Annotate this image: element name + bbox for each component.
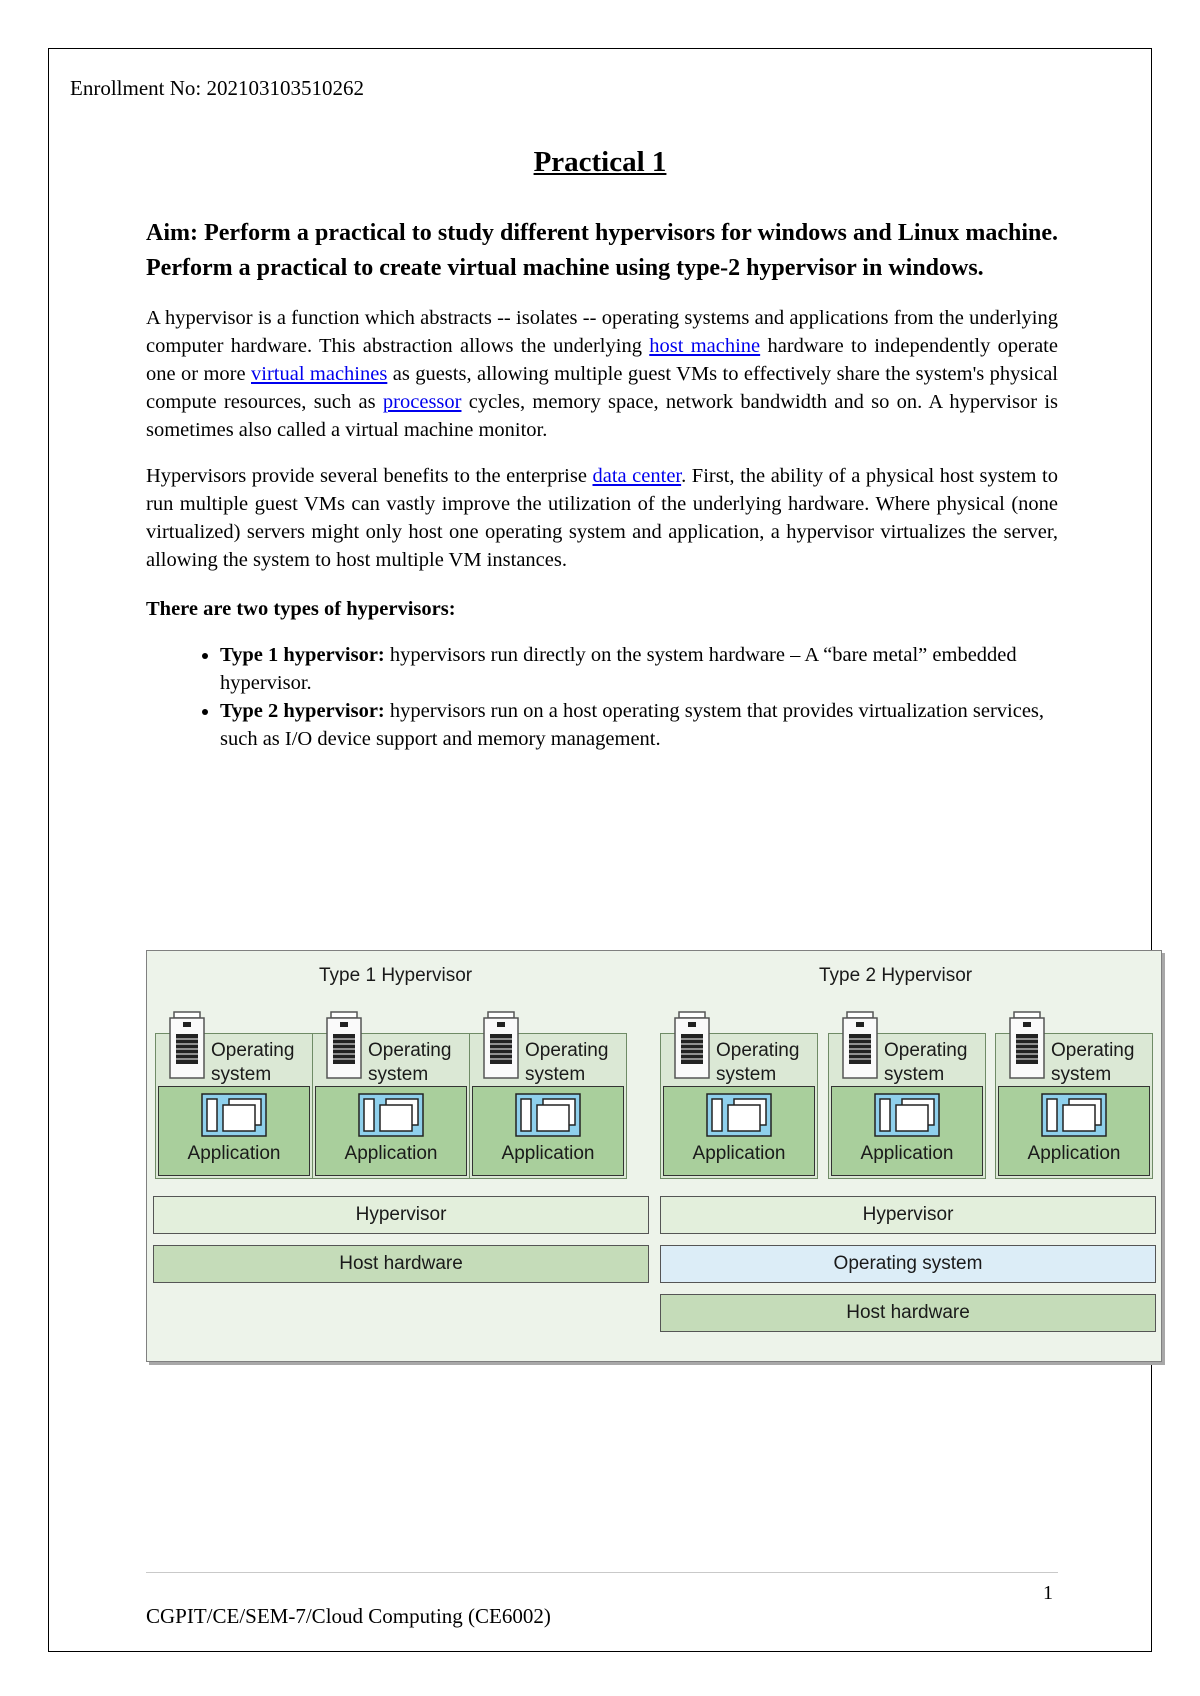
- main-content: [146, 216, 1058, 753]
- hypervisor-diagram: [146, 950, 1162, 1362]
- list-item: [220, 697, 1060, 753]
- type2-host-hardware-layer: Host hardware: [660, 1294, 1156, 1332]
- intro-text-4: cycles, memory space, network bandwidth and so on. A hypervisor is sometimes also called a virtual machine monitor.: [146, 391, 1058, 441]
- virtual-machines-link[interactable]: virtual machines: [251, 363, 388, 385]
- type1-title: Type 1 Hypervisor: [319, 965, 473, 986]
- os-label-line2: system: [368, 1064, 429, 1085]
- vm-block: [995, 1033, 1153, 1179]
- server-icon: [482, 1010, 520, 1080]
- footer-divider: [146, 1572, 1058, 1573]
- server-icon: [673, 1010, 711, 1080]
- intro-paragraph: [146, 304, 1058, 444]
- server-icon: [1008, 1010, 1046, 1080]
- benefits-text-2: . First, the ability of a physical host system to run multiple guest VMs can vastly improve the utilization of the underlying hardware. Where physical (none virtualized) servers might only host one operating system and application, a hypervisor virtualizes the server, allowing the system to host multiple VM instances.: [146, 465, 1058, 571]
- server-icon: [325, 1010, 363, 1080]
- application-label: Application: [1027, 1143, 1121, 1164]
- os-label-line1: Operating: [1051, 1040, 1135, 1061]
- application-box: [998, 1086, 1150, 1176]
- list-item: [220, 641, 1060, 697]
- enrollment-number: Enrollment No: 202103103510262: [70, 76, 364, 100]
- application-label: Application: [344, 1143, 438, 1164]
- application-box: [831, 1086, 983, 1176]
- type2-term: Type 2 hypervisor:: [220, 700, 385, 722]
- intro-text-2: hardware to independently operate one or more: [146, 335, 1058, 385]
- os-label-line2: system: [1051, 1064, 1112, 1085]
- benefits-text-1: Hypervisors provide several benefits to the enterprise: [146, 465, 593, 487]
- vm-block: [155, 1033, 313, 1179]
- os-label-line1: Operating: [884, 1040, 968, 1061]
- application-label: Application: [501, 1143, 595, 1164]
- os-label-line2: system: [716, 1064, 777, 1085]
- os-label-line1: Operating: [525, 1040, 609, 1061]
- type1-host-hardware-layer: Host hardware: [153, 1245, 649, 1283]
- application-window-icon: [201, 1093, 267, 1137]
- server-icon: [841, 1010, 879, 1080]
- vm-block: [469, 1033, 627, 1179]
- type2-host-os-layer: Operating system: [660, 1245, 1156, 1283]
- hypervisor-types-list: [146, 641, 1060, 753]
- type2-hypervisor-layer: Hypervisor: [660, 1196, 1156, 1234]
- aim-statement: Aim: Perform a practical to study different hypervisors for windows and Linux machine. Perform a practical to create virtual machine using type-2 hypervisor in windows.: [146, 220, 1058, 281]
- host-machine-link[interactable]: host machine: [649, 335, 761, 357]
- type2-description: hypervisors run on a host operating system that provides virtualization services, such as I/O device support and memory management.: [220, 700, 1045, 750]
- os-label-line1: Operating: [716, 1040, 800, 1061]
- footer-course: CGPIT/CE/SEM-7/Cloud Computing (CE6002): [146, 1604, 551, 1628]
- os-label-line2: system: [525, 1064, 586, 1085]
- vm-block: [828, 1033, 986, 1179]
- processor-link[interactable]: processor: [382, 391, 462, 413]
- application-window-icon: [358, 1093, 424, 1137]
- application-box: [315, 1086, 467, 1176]
- types-heading: There are two types of hypervisors:: [146, 598, 456, 620]
- type1-hypervisor-layer: Hypervisor: [153, 1196, 649, 1234]
- application-label: Application: [187, 1143, 281, 1164]
- application-box: [663, 1086, 815, 1176]
- application-window-icon: [874, 1093, 940, 1137]
- application-window-icon: [515, 1093, 581, 1137]
- server-icon: [168, 1010, 206, 1080]
- application-box: [472, 1086, 624, 1176]
- application-window-icon: [706, 1093, 772, 1137]
- os-label-line2: system: [211, 1064, 272, 1085]
- application-label: Application: [692, 1143, 786, 1164]
- intro-text-1: A hypervisor is a function which abstracts -- isolates -- operating systems and applications from the underlying computer hardware. This abstraction allows the underlying: [146, 307, 1058, 357]
- page-number: 1: [1043, 1582, 1053, 1604]
- application-window-icon: [1041, 1093, 1107, 1137]
- os-label-line1: Operating: [211, 1040, 295, 1061]
- application-label: Application: [860, 1143, 954, 1164]
- benefits-paragraph: [146, 462, 1058, 574]
- application-box: [158, 1086, 310, 1176]
- os-label-line1: Operating: [368, 1040, 452, 1061]
- type1-term: Type 1 hypervisor:: [220, 644, 385, 666]
- data-center-link[interactable]: data center: [592, 465, 682, 487]
- type1-description: hypervisors run directly on the system hardware – A “bare metal” embedded hypervisor.: [220, 644, 1017, 694]
- vm-block: [660, 1033, 818, 1179]
- vm-block: [312, 1033, 470, 1179]
- type2-title: Type 2 Hypervisor: [819, 965, 973, 986]
- intro-text-3: as guests, allowing multiple guest VMs to effectively share the system's physical compute resources, such as: [146, 363, 1058, 413]
- os-label-line2: system: [884, 1064, 945, 1085]
- page-title: Practical 1: [533, 146, 667, 178]
